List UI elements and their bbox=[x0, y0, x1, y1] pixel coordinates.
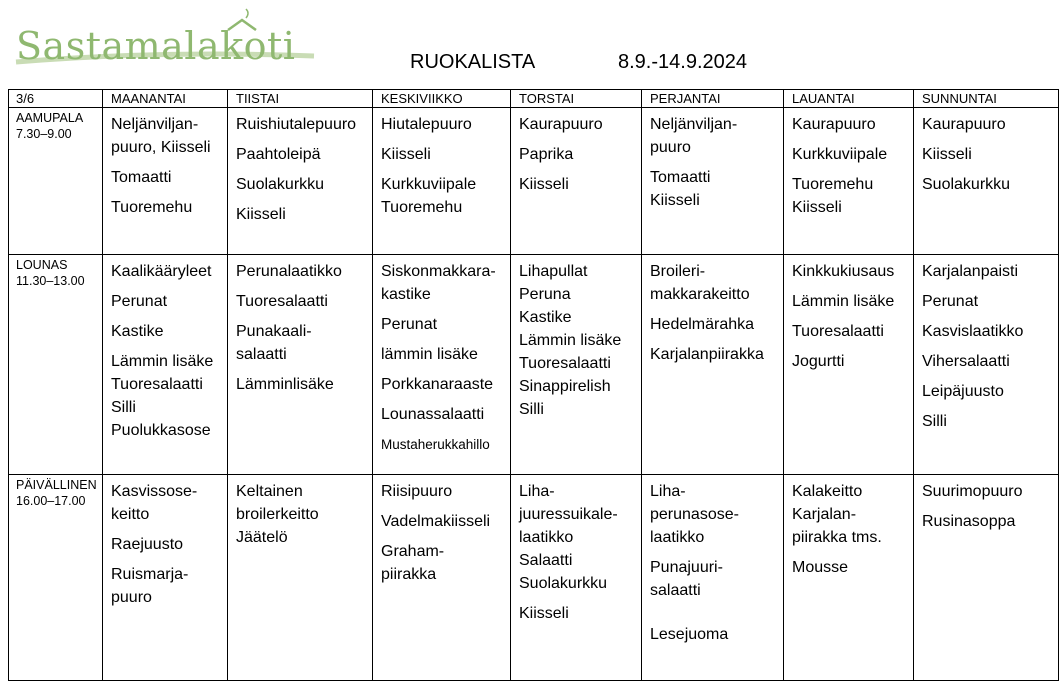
menu-item: Karjalanpaisti bbox=[922, 263, 1019, 280]
menu-item: Vadelmakiisseli bbox=[381, 513, 491, 530]
meal-label-cell bbox=[9, 255, 103, 475]
meal-time: 11.30–13.00 bbox=[16, 274, 85, 288]
menu-cell bbox=[511, 108, 642, 255]
menu-item: Kaurapuuro bbox=[922, 116, 1006, 133]
menu-item: Lämmin lisäke bbox=[519, 332, 622, 349]
menu-item: Kasvissose- bbox=[111, 483, 198, 500]
menu-item: Kiisseli bbox=[650, 192, 700, 209]
menu-item: Porkkanaraaste bbox=[381, 376, 494, 393]
menu-item: Punajuuri- bbox=[650, 559, 723, 576]
menu-item: Hiutalepuuro bbox=[381, 116, 472, 133]
menu-item: Perunat bbox=[381, 316, 438, 333]
menu-item: Salaatti bbox=[519, 552, 573, 569]
menu-item: puuro bbox=[111, 589, 152, 606]
menu-item: Mustaherukkahillo bbox=[381, 437, 490, 452]
menu-item: lämmin lisäke bbox=[381, 346, 478, 363]
menu-item: Vihersalaatti bbox=[922, 353, 1010, 370]
menu-item: Peruna bbox=[519, 286, 571, 303]
menu-cell bbox=[914, 108, 1059, 255]
menu-item: Lämmin lisäke bbox=[792, 293, 895, 310]
header-week: 3/6 bbox=[9, 90, 103, 108]
menu-table bbox=[8, 89, 1059, 681]
menu-cell bbox=[784, 108, 914, 255]
menu-item: Paprika bbox=[519, 146, 574, 163]
menu-item: Sinappirelish bbox=[519, 378, 611, 395]
menu-item: puuro, Kiisseli bbox=[111, 139, 211, 156]
header-day: MAANANTAI bbox=[103, 90, 228, 108]
menu-item: Tuoresalaatti bbox=[236, 293, 328, 310]
menu-item: Kalakeitto bbox=[792, 483, 863, 500]
meal-label-cell bbox=[9, 108, 103, 255]
menu-item: Kurkkuviipale bbox=[792, 146, 888, 163]
meal-row bbox=[9, 475, 1059, 681]
menu-item: Neljänviljan- bbox=[111, 116, 199, 133]
menu-item: Kiisseli bbox=[922, 146, 972, 163]
menu-item: Silli bbox=[922, 413, 947, 430]
menu-cell bbox=[511, 475, 642, 681]
menu-item: Riisipuuro bbox=[381, 483, 453, 500]
menu-item: Lämmin lisäke bbox=[111, 353, 214, 370]
menu-item: Kasvislaatikko bbox=[922, 323, 1024, 340]
menu-item: Tuoremehu bbox=[111, 199, 193, 216]
menu-item: Keltainen bbox=[236, 483, 303, 500]
meal-row bbox=[9, 108, 1059, 255]
menu-item: salaatti bbox=[650, 582, 701, 599]
page-title: RUOKALISTA bbox=[410, 51, 536, 73]
menu-item: Tomaatti bbox=[650, 169, 711, 186]
menu-item: Tuoresalaatti bbox=[111, 376, 203, 393]
menu-item: Tuoremehu bbox=[381, 199, 463, 216]
menu-item: makkarakeitto bbox=[650, 286, 750, 303]
menu-item: Kiisseli bbox=[792, 199, 842, 216]
menu-item: Perunalaatikko bbox=[236, 263, 342, 280]
meal-label-cell bbox=[9, 475, 103, 681]
menu-item: Kaurapuuro bbox=[519, 116, 603, 133]
meal-time: 16.00–17.00 bbox=[16, 494, 86, 508]
header-day: TORSTAI bbox=[511, 90, 642, 108]
menu-item: Kastike bbox=[111, 323, 164, 340]
menu-item: Kaalikääryleet bbox=[111, 263, 212, 280]
menu-item: Graham- bbox=[381, 543, 445, 560]
menu-item: Karjalan- bbox=[792, 506, 857, 523]
menu-item: Silli bbox=[111, 399, 136, 416]
header-day: PERJANTAI bbox=[642, 90, 784, 108]
meal-time: 7.30–9.00 bbox=[16, 127, 72, 141]
logo-text: Sastamalakoti bbox=[16, 24, 296, 68]
menu-item: keitto bbox=[111, 506, 150, 523]
menu-cell bbox=[103, 475, 228, 681]
logo bbox=[14, 4, 324, 76]
menu-cell bbox=[373, 475, 511, 681]
menu-cell bbox=[228, 255, 373, 475]
menu-item: Karjalanpiirakka bbox=[650, 346, 764, 363]
menu-cell bbox=[373, 108, 511, 255]
menu-cell bbox=[511, 255, 642, 475]
menu-item: Kinkkukiusaus bbox=[792, 263, 895, 280]
menu-cell bbox=[642, 475, 784, 681]
menu-item: salaatti bbox=[236, 346, 287, 363]
menu-item: Jäätelö bbox=[236, 529, 288, 546]
menu-item: Jogurtti bbox=[792, 353, 845, 370]
meal-row bbox=[9, 255, 1059, 475]
menu-cell bbox=[103, 255, 228, 475]
menu-item: Neljänviljan- bbox=[650, 116, 738, 133]
meal-name: LOUNAS bbox=[16, 258, 68, 272]
menu-item: juuressuikale- bbox=[519, 506, 618, 523]
menu-item: Tuoresalaatti bbox=[792, 323, 884, 340]
menu-item: Tomaatti bbox=[111, 169, 172, 186]
menu-item: Siskonmakkara- bbox=[381, 263, 496, 280]
menu-cell bbox=[914, 475, 1059, 681]
menu-item: puuro bbox=[650, 139, 691, 156]
menu-item: laatikko bbox=[650, 529, 705, 546]
header-day: SUNNUNTAI bbox=[914, 90, 1059, 108]
menu-item: Mousse bbox=[792, 559, 849, 576]
meal-name: PÄIVÄLLINEN bbox=[16, 478, 97, 492]
menu-item: Rusinasoppa bbox=[922, 513, 1016, 530]
menu-cell bbox=[103, 108, 228, 255]
menu-item: Liha- bbox=[650, 483, 686, 500]
menu-item: Broileri- bbox=[650, 263, 706, 280]
meal-name: AAMUPALA bbox=[16, 111, 84, 125]
menu-item: broilerkeitto bbox=[236, 506, 319, 523]
menu-item: Kaurapuuro bbox=[792, 116, 876, 133]
menu-item: Kurkkuviipale bbox=[381, 176, 477, 193]
menu-item: Ruishiutalepuuro bbox=[236, 116, 357, 133]
menu-item: Tuoremehu bbox=[792, 176, 874, 193]
menu-cell bbox=[784, 255, 914, 475]
header-row bbox=[9, 90, 1059, 108]
menu-item: Leipäjuusto bbox=[922, 383, 1004, 400]
menu-item: Tuoresalaatti bbox=[519, 355, 611, 372]
menu-item: Suolakurkku bbox=[519, 575, 608, 592]
menu-cell bbox=[373, 255, 511, 475]
menu-item: Silli bbox=[519, 401, 544, 418]
menu-item: Suolakurkku bbox=[236, 176, 325, 193]
menu-item: piirakka bbox=[381, 566, 437, 583]
menu-item: Kiisseli bbox=[519, 605, 569, 622]
menu-cell bbox=[228, 475, 373, 681]
menu-cell bbox=[642, 255, 784, 475]
menu-item: Paahtoleipä bbox=[236, 146, 321, 163]
header-day: TIISTAI bbox=[228, 90, 373, 108]
menu-item: Kiisseli bbox=[381, 146, 431, 163]
menu-cell bbox=[228, 108, 373, 255]
menu-item: laatikko bbox=[519, 529, 574, 546]
menu-item: Kiisseli bbox=[519, 176, 569, 193]
menu-item: Lesejuoma bbox=[650, 626, 729, 643]
menu-item: Punakaali- bbox=[236, 323, 312, 340]
menu-item: Puolukkasose bbox=[111, 422, 211, 439]
menu-cell bbox=[784, 475, 914, 681]
menu-item: Kiisseli bbox=[236, 206, 286, 223]
menu-item: Perunat bbox=[922, 293, 979, 310]
header-day: KESKIVIIKKO bbox=[373, 90, 511, 108]
menu-item: Raejuusto bbox=[111, 536, 184, 553]
menu-item: piirakka tms. bbox=[792, 529, 882, 546]
menu-item: Kastike bbox=[519, 309, 572, 326]
menu-item: Perunat bbox=[111, 293, 168, 310]
menu-cell bbox=[642, 108, 784, 255]
header-day: LAUANTAI bbox=[784, 90, 914, 108]
menu-item: Suurimopuuro bbox=[922, 483, 1023, 500]
menu-item: Lounassalaatti bbox=[381, 406, 485, 423]
menu-item: Lämminlisäke bbox=[236, 376, 334, 393]
menu-item: Suolakurkku bbox=[922, 176, 1011, 193]
menu-item: perunasose- bbox=[650, 506, 739, 523]
menu-item: kastike bbox=[381, 286, 431, 303]
menu-cell bbox=[914, 255, 1059, 475]
date-range: 8.9.-14.9.2024 bbox=[618, 51, 747, 73]
menu-item: Ruismarja- bbox=[111, 566, 189, 583]
menu-item: Lihapullat bbox=[519, 263, 588, 280]
menu-item: Hedelmärahka bbox=[650, 316, 755, 333]
menu-item: Liha- bbox=[519, 483, 555, 500]
